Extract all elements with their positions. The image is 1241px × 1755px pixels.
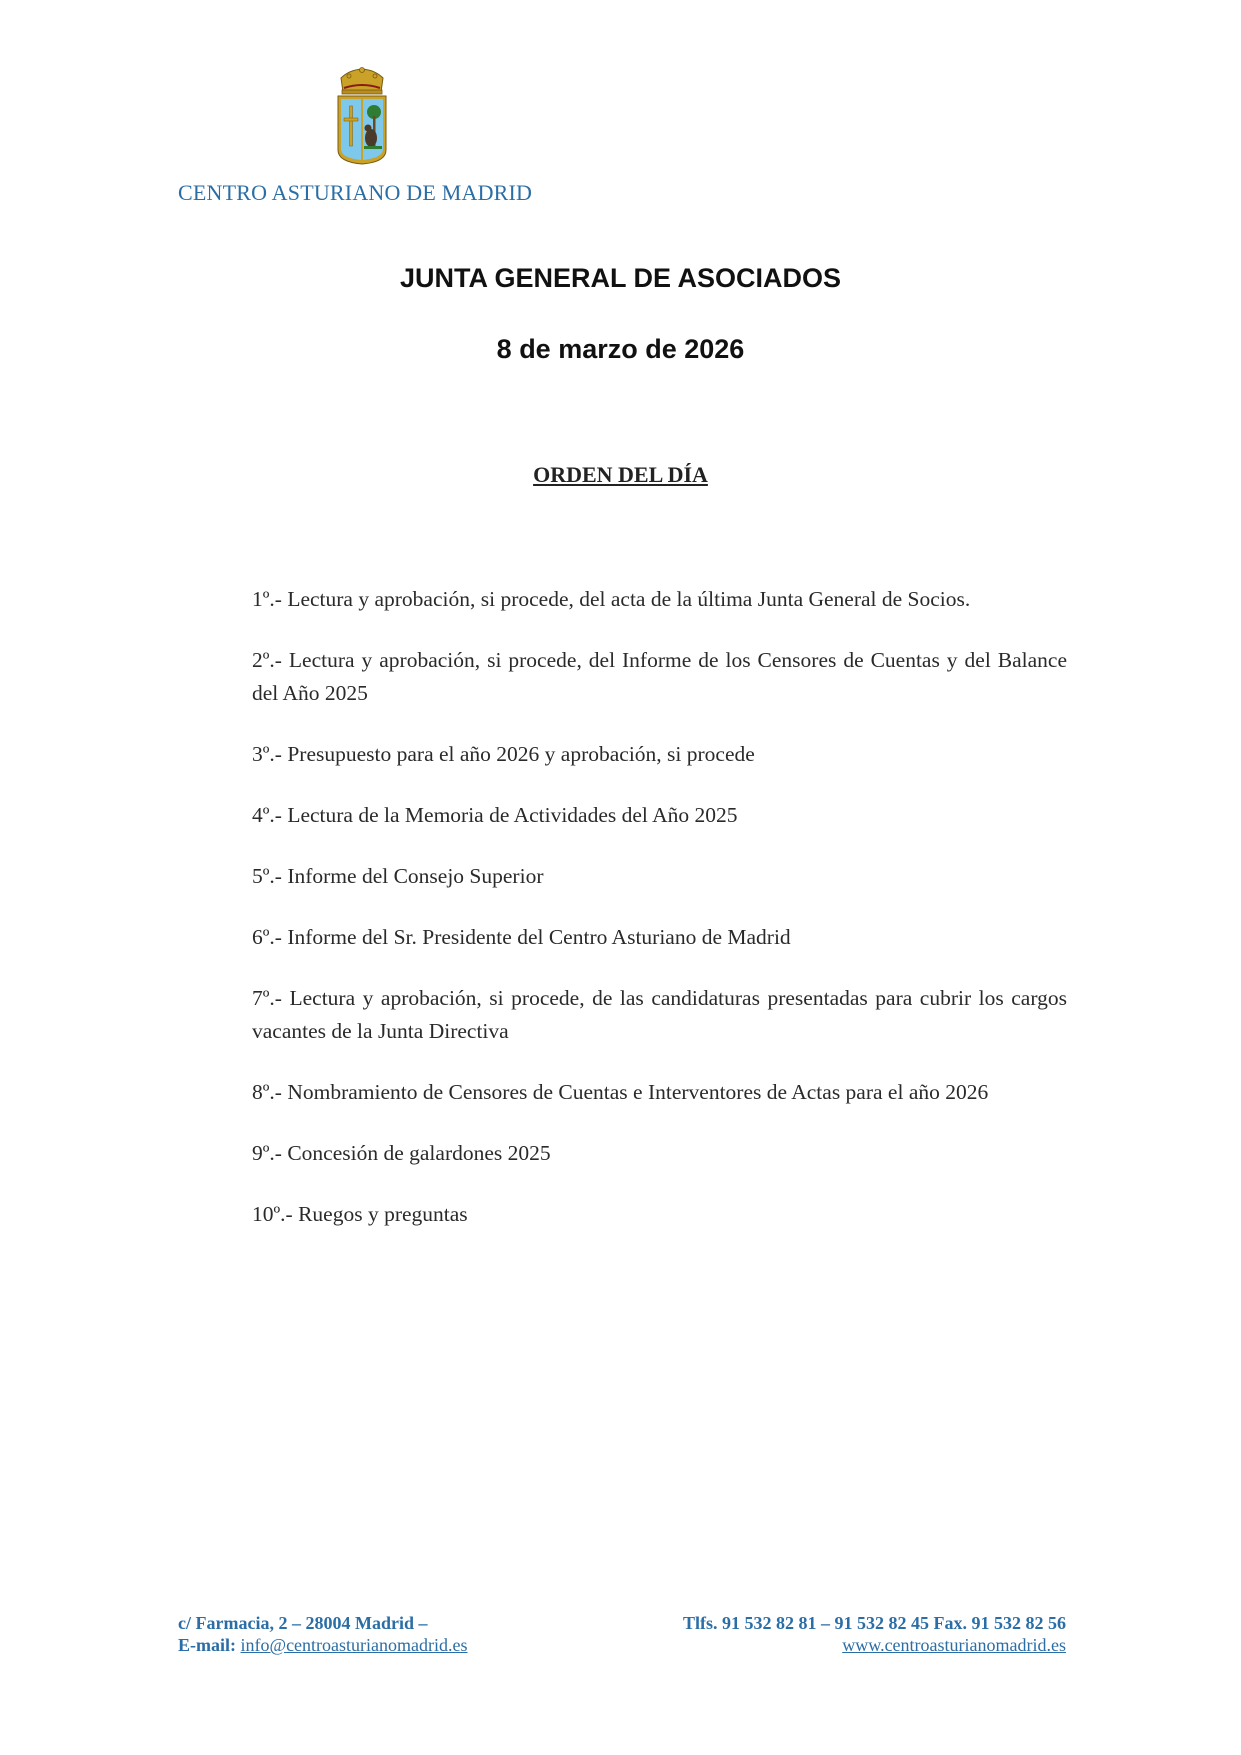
agenda-item: 2º.- Lectura y aprobación, si procede, del Informe de los Censores de Cuentas y del Balance del Año 2025 <box>252 648 1067 705</box>
meeting-date: 8 de marzo de 2026 <box>496 334 745 364</box>
footer-email-block <box>178 1634 468 1656</box>
agenda-item: 10º.- Ruegos y preguntas <box>252 1202 468 1226</box>
agenda-item: 3º.- Presupuesto para el año 2026 y aprobación, si procede <box>252 742 755 766</box>
footer-address: c/ Farmacia, 2 – 28004 Madrid – <box>178 1613 428 1633</box>
agenda-item: 4º.- Lectura de la Memoria de Actividades del Año 2025 <box>252 803 738 827</box>
coat-of-arms-logo <box>335 66 389 166</box>
agenda-list <box>252 583 1067 1231</box>
footer <box>178 1612 1066 1656</box>
email-link[interactable]: info@centroasturianomadrid.es <box>240 1635 468 1655</box>
footer-row-top <box>178 1612 1066 1634</box>
agenda-item: 6º.- Informe del Sr. Presidente del Centro Asturiano de Madrid <box>252 925 791 949</box>
crown-icon <box>341 68 383 95</box>
footer-email-label: E-mail: <box>178 1635 241 1655</box>
shield-icon <box>338 96 386 164</box>
agenda-item: 5º.- Informe del Consejo Superior <box>252 864 544 888</box>
agenda-heading: ORDEN DEL DÍA <box>533 462 708 487</box>
agenda-item: 8º.- Nombramiento de Censores de Cuentas e Interventores de Actas para el año 2026 <box>252 1080 989 1104</box>
website-link[interactable]: www.centroasturianomadrid.es <box>842 1635 1066 1655</box>
page-title: JUNTA GENERAL DE ASOCIADOS <box>399 263 842 293</box>
agenda-item: 1º.- Lectura y aprobación, si procede, del acta de la última Junta General de Socios. <box>252 587 971 611</box>
organization-name: CENTRO ASTURIANO DE MADRID <box>178 180 533 205</box>
footer-row-bottom <box>178 1634 1066 1656</box>
agenda-item: 7º.- Lectura y aprobación, si procede, de las candidaturas presentadas para cubrir los cargos vacantes de la Junta Directiva <box>252 986 1067 1043</box>
agenda-item: 9º.- Concesión de galardones 2025 <box>252 1141 551 1165</box>
footer-phones: Tlfs. 91 532 82 81 – 91 532 82 45 Fax. 91 532 82 56 <box>682 1613 1066 1633</box>
